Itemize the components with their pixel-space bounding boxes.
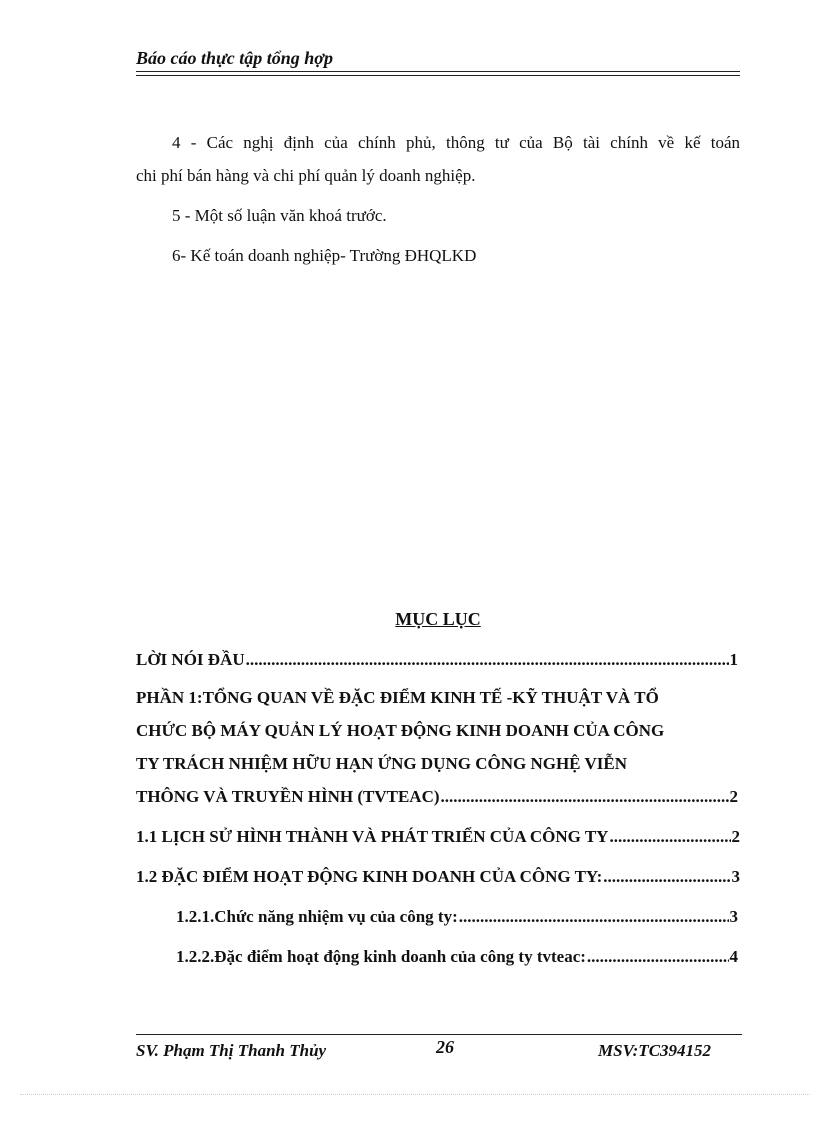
toc-page-number: 4 — [729, 947, 738, 966]
toc-entry-text: 1.2 ĐẶC ĐIỂM HOẠT ĐỘNG KINH DOANH CỦA CÔNG TY: — [136, 867, 603, 886]
toc-page-number: 1 — [729, 650, 738, 669]
toc-entry-phan-1-line-1[interactable]: PHẦN 1:TỔNG QUAN VỀ ĐẶC ĐIỂM KINH TẾ -KỸ THUẬT VÀ TỔ — [136, 688, 659, 707]
paragraph-4-line-1: 4 - Các nghị định của chính phủ, thông tư của Bộ tài chính về kế toán — [172, 133, 740, 152]
toc-leader-dots — [603, 867, 730, 887]
page-edge-dotted — [20, 1094, 810, 1095]
toc-page-number: 2 — [729, 787, 738, 806]
toc-entry-1-2[interactable] — [136, 867, 740, 887]
toc-entry-text: THÔNG VÀ TRUYỀN HÌNH (TVTEAC) — [136, 787, 440, 806]
toc-leader-dots — [246, 650, 729, 670]
footer-student-name: SV. Phạm Thị Thanh Thủy — [136, 1041, 327, 1060]
header-title: Báo cáo thực tập tổng hợp — [136, 48, 333, 68]
toc-leader-dots — [587, 947, 729, 967]
toc-leader-dots — [441, 787, 729, 807]
toc-leader-dots — [609, 827, 730, 847]
toc-page-number: 3 — [729, 907, 738, 926]
toc-entry-1-2-1[interactable] — [176, 907, 738, 927]
paragraph-5: 5 - Một số luận văn khoá trước. — [172, 206, 387, 225]
toc-entry-phan-1-line-4[interactable] — [136, 787, 738, 807]
paragraph-4-line-2: chi phí bán hàng và chi phí quản lý doanh nghiệp. — [136, 166, 476, 185]
footer-student-id: MSV:TC394152 — [598, 1041, 712, 1060]
toc-entry-text: LỜI NÓI ĐẦU — [136, 650, 245, 669]
toc-leader-dots — [459, 907, 729, 927]
header-rule-thin — [136, 75, 740, 76]
toc-page-number: 2 — [731, 827, 740, 846]
toc-page-number: 3 — [731, 867, 740, 886]
toc-entry-phan-1-line-3[interactable]: TY TRÁCH NHIỆM HỮU HẠN ỨNG DỤNG CÔNG NGHỆ VIỄN — [136, 754, 627, 773]
toc-entry-phan-1-line-2[interactable]: CHỨC BỘ MÁY QUẢN LÝ HOẠT ĐỘNG KINH DOANH CỦA CÔNG — [136, 721, 665, 740]
toc-entry-text: 1.2.2.Đặc điểm hoạt động kinh doanh của công ty tvteac: — [176, 947, 586, 966]
toc-entry-text: 1.2.1.Chức năng nhiệm vụ của công ty: — [176, 907, 458, 926]
footer-rule — [136, 1034, 742, 1035]
footer-page-number: 26 — [436, 1037, 454, 1057]
toc-entry-1-2-2[interactable] — [176, 947, 738, 967]
header-rule — [136, 71, 740, 72]
paragraph-6: 6- Kế toán doanh nghiệp- Trường ĐHQLKD — [172, 246, 477, 265]
toc-entry-1-1[interactable] — [136, 827, 740, 847]
toc-entry-text: 1.1 LỊCH SỬ HÌNH THÀNH VÀ PHÁT TRIỂN CỦA CÔNG TY — [136, 827, 609, 846]
toc-title: MỤC LỤC — [395, 609, 481, 629]
toc-entry-loi-noi-dau[interactable] — [136, 650, 738, 670]
